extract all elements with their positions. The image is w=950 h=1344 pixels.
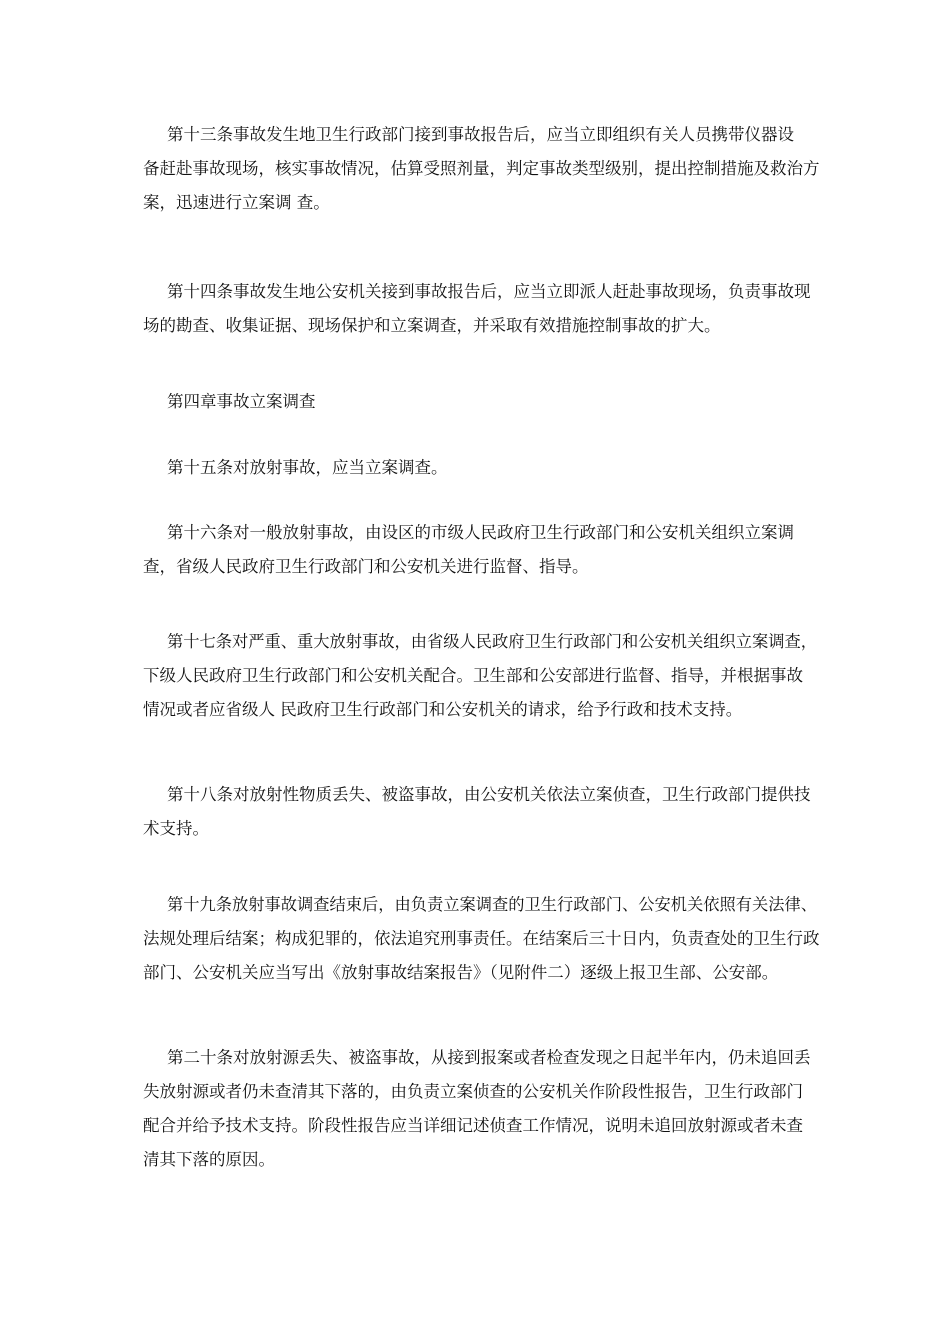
- text-line: 配合并给予技术支持。阶段性报告应当详细记述侦查工作情况，说明未追回放射源或者未查: [143, 1116, 803, 1135]
- paragraph-article-16: [143, 516, 823, 584]
- text-line: 部门、公安机关应当写出《放射事故结案报告》（见附件二）逐级上报卫生部、公安部。: [143, 963, 779, 982]
- text-line: 法规处理后结案；构成犯罪的，依法追究刑事责任。在结案后三十日内，负责查处的卫生行政: [143, 929, 820, 948]
- text-line: 第十七条对严重、重大放射事故，由省级人民政府卫生行政部门和公安机关组织立案调查，: [167, 632, 817, 651]
- chapter-heading: [143, 385, 823, 419]
- text-line: 第四章事故立案调查: [167, 392, 316, 411]
- text-line: 第十三条事故发生地卫生行政部门接到事故报告后，应当立即组织有关人员携带仪器设: [167, 125, 794, 144]
- text-line: 第十五条对放射事故，应当立案调查。: [167, 458, 448, 477]
- paragraph-article-15: [143, 451, 823, 485]
- paragraph-article-20: [143, 1041, 823, 1177]
- text-line: 第十四条事故发生地公安机关接到事故报告后，应当立即派人赶赴事故现场，负责事故现: [167, 282, 811, 301]
- text-line: 查，省级人民政府卫生行政部门和公安机关进行监督、指导。: [143, 557, 589, 576]
- paragraph-article-19: [143, 888, 823, 990]
- text-line: 清其下落的原因。: [143, 1150, 275, 1169]
- text-line: 第十六条对一般放射事故，由设区的市级人民政府卫生行政部门和公安机关组织立案调: [167, 523, 794, 542]
- text-line: 术支持。: [143, 819, 209, 838]
- text-line: 第十九条放射事故调查结束后，由负责立案调查的卫生行政部门、公安机关依照有关法律、: [167, 895, 817, 914]
- text-line: 下级人民政府卫生行政部门和公安机关配合。卫生部和公安部进行监督、指导，并根据事故: [143, 666, 803, 685]
- paragraph-article-14: [143, 275, 823, 343]
- paragraph-article-13: [143, 118, 823, 220]
- text-line: 案，迅速进行立案调 查。: [143, 193, 330, 212]
- text-line: 第十八条对放射性物质丢失、被盗事故，由公安机关依法立案侦查，卫生行政部门提供技: [167, 785, 811, 804]
- text-line: 第二十条对放射源丢失、被盗事故，从接到报案或者检查发现之日起半年内，仍未追回丢: [167, 1048, 811, 1067]
- text-line: 失放射源或者仍未查清其下落的，由负责立案侦查的公安机关作阶段性报告，卫生行政部门: [143, 1082, 803, 1101]
- paragraph-article-17: [143, 625, 823, 727]
- text-line: 情况或者应省级人 民政府卫生行政部门和公安机关的请求，给予行政和技术支持。: [143, 700, 743, 719]
- text-line: 备赶赴事故现场，核实事故情况，估算受照剂量，判定事故类型级别，提出控制措施及救治方: [143, 159, 820, 178]
- paragraph-article-18: [143, 778, 823, 846]
- text-line: 场的勘查、收集证据、现场保护和立案调查，并采取有效措施控制事故的扩大。: [143, 316, 721, 335]
